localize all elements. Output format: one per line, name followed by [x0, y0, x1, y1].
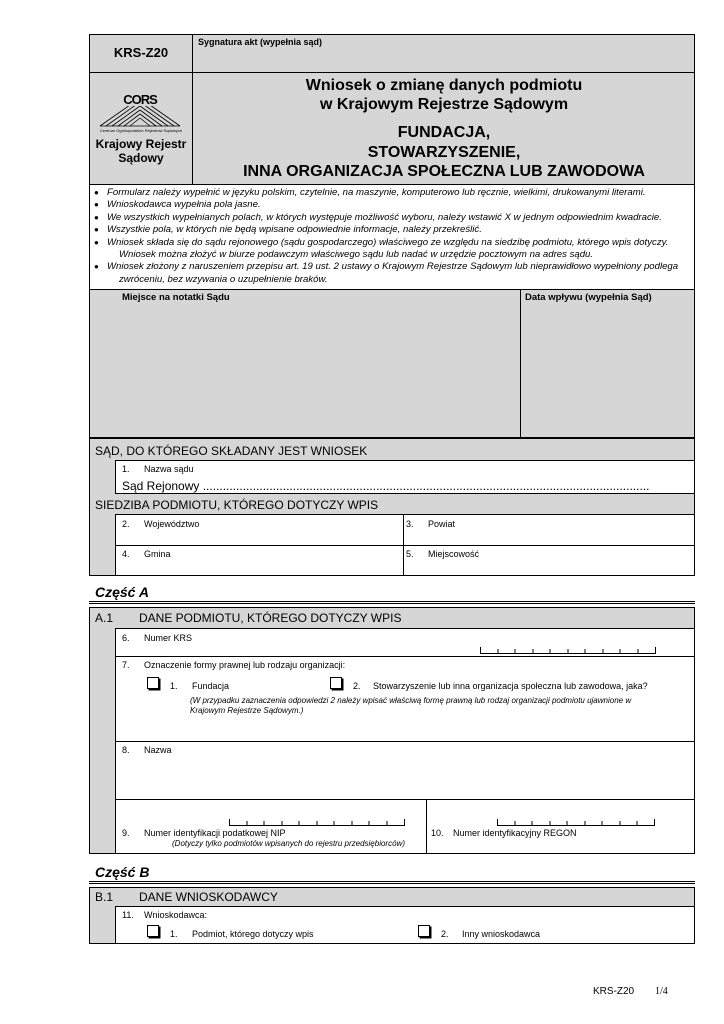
court-heading: SĄD, DO KTÓREGO SKŁADANY JEST WNIOSEK: [95, 444, 368, 458]
part-b-code: B.1: [95, 890, 114, 904]
part-b-heading: DANE WNIOSKODAWCY: [139, 890, 278, 904]
locality-label: Miejscowość: [428, 549, 480, 559]
court-name-label: Nazwa sądu: [144, 464, 194, 474]
option-number: 1.: [170, 681, 178, 691]
court-name-value: Sąd Rejonowy ......................................................................................................................................: [122, 479, 650, 493]
option-number: 2.: [441, 929, 449, 939]
header-code-divider: [89, 72, 193, 73]
form-subtitle-line3: INNA ORGANIZACJA SPOŁECZNA LUB ZAWODOWA: [243, 163, 645, 180]
voivodeship-label: Województwo: [144, 519, 200, 529]
part-b-title: Część B: [95, 864, 150, 880]
field-number: 3.: [406, 519, 414, 529]
registry-name-line1: Krajowy Rejestr: [95, 137, 187, 151]
instruction-item: ● We wszystkich wypełnianych polach, w których występuje możliwość wyboru, należy wstawić X w jednym odpowiednim kwadracie.: [90, 212, 692, 224]
association-checkbox[interactable]: [330, 677, 342, 689]
legal-form-note-line1: (W przypadku zaznaczenia odpowiedzi 2 należy wpisać właściwą formę prawną lub rodzaj organizacji podmiotu ujawnione w: [190, 696, 632, 705]
field-number: 4.: [122, 549, 130, 559]
regon-field[interactable]: [426, 799, 695, 854]
instruction-item: Wniosek można złożyć w biurze podawczym właściwego sądu lub nadać w urzędzie pocztowym na adres sądu.: [119, 249, 594, 261]
nip-label: Numer identyfikacji podatkowej NIP: [144, 828, 286, 838]
entity-applicant-checkbox[interactable]: [147, 925, 159, 937]
logo-subtext: Centrum Ogólnopolskich Rejestrów Sądowych: [99, 128, 183, 133]
logo-text: CORS: [110, 93, 170, 106]
form-subtitle-line1: FUNDACJA,: [397, 124, 491, 141]
registry-name-line2: Sądowy: [118, 151, 164, 165]
part-a-heading: DANE PODMIOTU, KTÓREGO DOTYCZY WPIS: [139, 611, 402, 625]
field-number: 9.: [122, 828, 130, 838]
foundation-checkbox[interactable]: [147, 677, 159, 689]
entity-name-label: Nazwa: [144, 745, 172, 755]
form-title-line1: Wniosek o zmianę danych podmiotu: [305, 77, 583, 94]
foundation-option-label: Fundacja: [192, 681, 230, 691]
footer-form-code: KRS-Z20: [593, 986, 635, 997]
krs-number-label: Numer KRS: [144, 633, 193, 643]
county-label: Powiat: [428, 519, 456, 529]
part-b-rule: [89, 881, 695, 884]
instruction-item: ● Wniosek składa się do sądu rejonowego (sądu gospodarczego) właściwego ze względu na siedzibę podmiotu, którego wpis dotyczy.: [90, 237, 692, 249]
entity-applicant-label: Podmiot, którego dotyczy wpis: [192, 929, 314, 939]
option-number: 1.: [170, 929, 178, 939]
field-number: 11.: [122, 910, 134, 920]
field-number: 6.: [122, 633, 130, 643]
instructions-list: [90, 187, 692, 286]
municipality-label: Gmina: [144, 549, 171, 559]
option-number: 2.: [353, 681, 361, 691]
entity-name-field[interactable]: [115, 741, 695, 800]
instruction-item: ● Wniosek złożony z naruszeniem przepisu art. 19 ust. 2 ustawy o Krajowym Rejestrze Sądowym lub nieprawidłowo wypełniony podlega: [90, 261, 692, 273]
field-number: 7.: [122, 660, 130, 670]
court-notes-label: Miejsce na notatki Sądu: [122, 292, 230, 303]
krs-digit-boxes[interactable]: [480, 644, 656, 654]
regon-digit-boxes[interactable]: [497, 816, 655, 826]
instructions-box: [89, 184, 695, 290]
other-applicant-label: Inny wnioskodawca: [462, 929, 541, 939]
field-number: 2.: [122, 519, 130, 529]
association-option-label: Stowarzyszenie lub inna organizacja społeczna lub zawodowa, jaka?: [373, 681, 648, 691]
applicant-label: Wnioskodawca:: [144, 910, 208, 920]
part-a-title: Część A: [95, 584, 149, 600]
form-subtitle-line2: STOWARZYSZENIE,: [367, 144, 521, 161]
instruction-item: ● Wnioskodawca wypełnia pola jasne.: [90, 199, 692, 211]
signature-label: Sygnatura akt (wypełnia sąd): [198, 37, 323, 47]
seat-heading: SIEDZIBA PODMIOTU, KTÓREGO DOTYCZY WPIS: [95, 498, 379, 512]
field-number: 10.: [431, 828, 444, 838]
court-notes-area: [89, 289, 695, 438]
field-number: 5.: [406, 549, 414, 559]
other-applicant-checkbox[interactable]: [418, 925, 430, 937]
instruction-item: ● Formularz należy wypełnić w języku polskim, czytelnie, na maszynie, komputerowo lub ręcznie, wielkimi, drukowanymi literami.: [90, 187, 692, 199]
footer-page-number: 1/4: [655, 986, 668, 997]
regon-label: Numer identyfikacyjny REGON: [453, 828, 577, 838]
legal-form-label: Oznaczenie formy prawnej lub rodzaju organizacji:: [144, 660, 346, 670]
form-code: KRS-Z20: [113, 45, 169, 60]
field-number: 1.: [122, 464, 130, 474]
part-a-code: A.1: [95, 611, 114, 625]
legal-form-note-line2: Krajowym Rejestrze Sądowym.): [190, 706, 304, 715]
court-notes-divider: [520, 289, 521, 438]
nip-digit-boxes[interactable]: [229, 816, 405, 826]
part-a-rule: [89, 601, 695, 604]
receipt-date-label: Data wpływu (wypełnia Sąd): [525, 292, 652, 303]
nip-note: (Dotyczy tylko podmiotów wpisanych do rejestru przedsiębiorców): [172, 839, 405, 848]
field-number: 8.: [122, 745, 130, 755]
instruction-item: zwróceniu, bez wzywania o uzupełnienie braków.: [119, 273, 328, 285]
instruction-item: ● Wszystkie pola, w których nie będą wpisane odpowiednie informacje, należy przekreślić.: [90, 224, 692, 236]
header-signature-divider: [192, 72, 695, 73]
form-title-line2: w Krajowym Rejestrze Sądowym: [319, 96, 569, 113]
